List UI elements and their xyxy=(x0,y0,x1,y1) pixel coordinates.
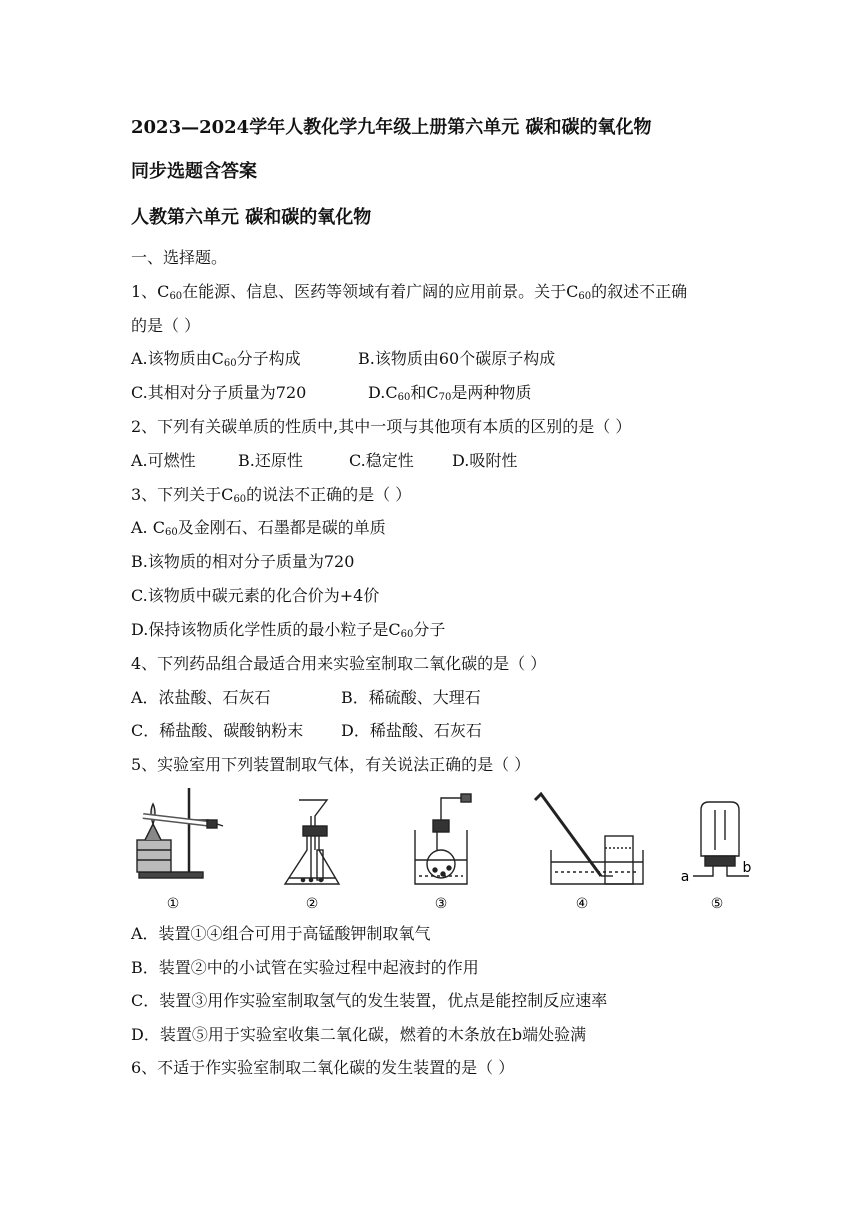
question-2-option-c: C.稳定性 xyxy=(349,451,414,470)
figure-port-b: b xyxy=(742,860,751,876)
question-2-option-a: A.可燃性 xyxy=(131,451,196,470)
apparatus-2-flask-funnel xyxy=(285,800,339,884)
question-3-option-d: D.保持该物质化学性质的最小粒子是$C_{60}$分子 xyxy=(131,620,446,640)
question-3-option-c: C.该物质中碳元素的化合价为+4价 xyxy=(131,586,380,605)
question-4-option-a: A．浓盐酸、石灰石 xyxy=(131,688,271,707)
question-2-option-d: D.吸附性 xyxy=(452,451,518,470)
question-4-option-b: B．稀硫酸、大理石 xyxy=(341,688,481,707)
question-3-stem: 3、下列关于$C_{60}$的说法不正确的是（ ） xyxy=(131,485,412,505)
figure-label-2: ② xyxy=(305,896,319,912)
apparatus-figure xyxy=(131,780,751,915)
figure-port-a: a xyxy=(680,869,690,885)
unit-title: 人教第六单元 碳和碳的氧化物 xyxy=(131,207,372,228)
question-5-option-a: A．装置①④组合可用于高锰酸钾制取氧气 xyxy=(131,924,431,943)
question-5-stem: 5、实验室用下列装置制取气体，有关说法正确的是（ ） xyxy=(131,755,531,774)
apparatus-4-water-trough xyxy=(535,794,643,884)
question-1-option-c: C.其相对分子质量为720 xyxy=(131,383,307,402)
apparatus-1-stand-heating xyxy=(137,788,223,878)
question-2-option-b: B.还原性 xyxy=(238,451,303,470)
figure-label-4: ④ xyxy=(575,896,589,912)
question-1-option-a: A.该物质由$C_{60}$分子构成 xyxy=(131,349,301,369)
document-title-line1: 2023—2024学年人教化学九年级上册第六单元 碳和碳的氧化物 xyxy=(131,117,652,138)
question-6-stem: 6、不适于作实验室制取二氧化碳的发生装置的是（ ） xyxy=(131,1058,515,1077)
question-5-option-d: D．装置⑤用于实验室收集二氧化碳，燃着的木条放在b端处验满 xyxy=(131,1025,587,1044)
question-3-option-a: A. $C_{60}$及金刚石、石墨都是碳的单质 xyxy=(131,518,386,538)
apparatus-3-beaker-bulb xyxy=(415,794,471,884)
question-1-option-b: B.该物质由60个碳原子构成 xyxy=(358,349,556,368)
section-heading: 一、选择题。 xyxy=(131,248,228,267)
question-1-stem-cont: 的是（ ） xyxy=(131,316,201,335)
question-5-option-c: C．装置③用作实验室制取氢气的发生装置，优点是能控制反应速率 xyxy=(131,991,608,1010)
document-title-line2: 同步选题含答案 xyxy=(131,161,257,182)
question-1-option-d: $D.C_{60}$和$C_{70}$是两种物质 xyxy=(368,383,532,403)
question-4-stem: 4、下列药品组合最适合用来实验室制取二氧化碳的是（ ） xyxy=(131,654,547,673)
question-1-stem: 1、$C_{60}$在能源、信息、医药等领域有着广阔的应用前景。关于$C_{60}$的叙述不正确 xyxy=(131,282,688,302)
question-5-option-b: B．装置②中的小试管在实验过程中起液封的作用 xyxy=(131,958,479,977)
figure-label-1: ① xyxy=(166,896,180,912)
question-2-stem: 2、下列有关碳单质的性质中,其中一项与其他项有本质的区别的是（ ） xyxy=(131,417,632,436)
question-4-option-c: C．稀盐酸、碳酸钠粉末 xyxy=(131,721,304,740)
question-3-option-b: B.该物质的相对分子质量为720 xyxy=(131,552,355,571)
question-4-option-d: D．稀盐酸、石灰石 xyxy=(341,721,482,740)
figure-label-3: ③ xyxy=(434,896,448,912)
apparatus-5-gas-bottle xyxy=(693,802,749,876)
figure-label-5: ⑤ xyxy=(710,896,724,912)
